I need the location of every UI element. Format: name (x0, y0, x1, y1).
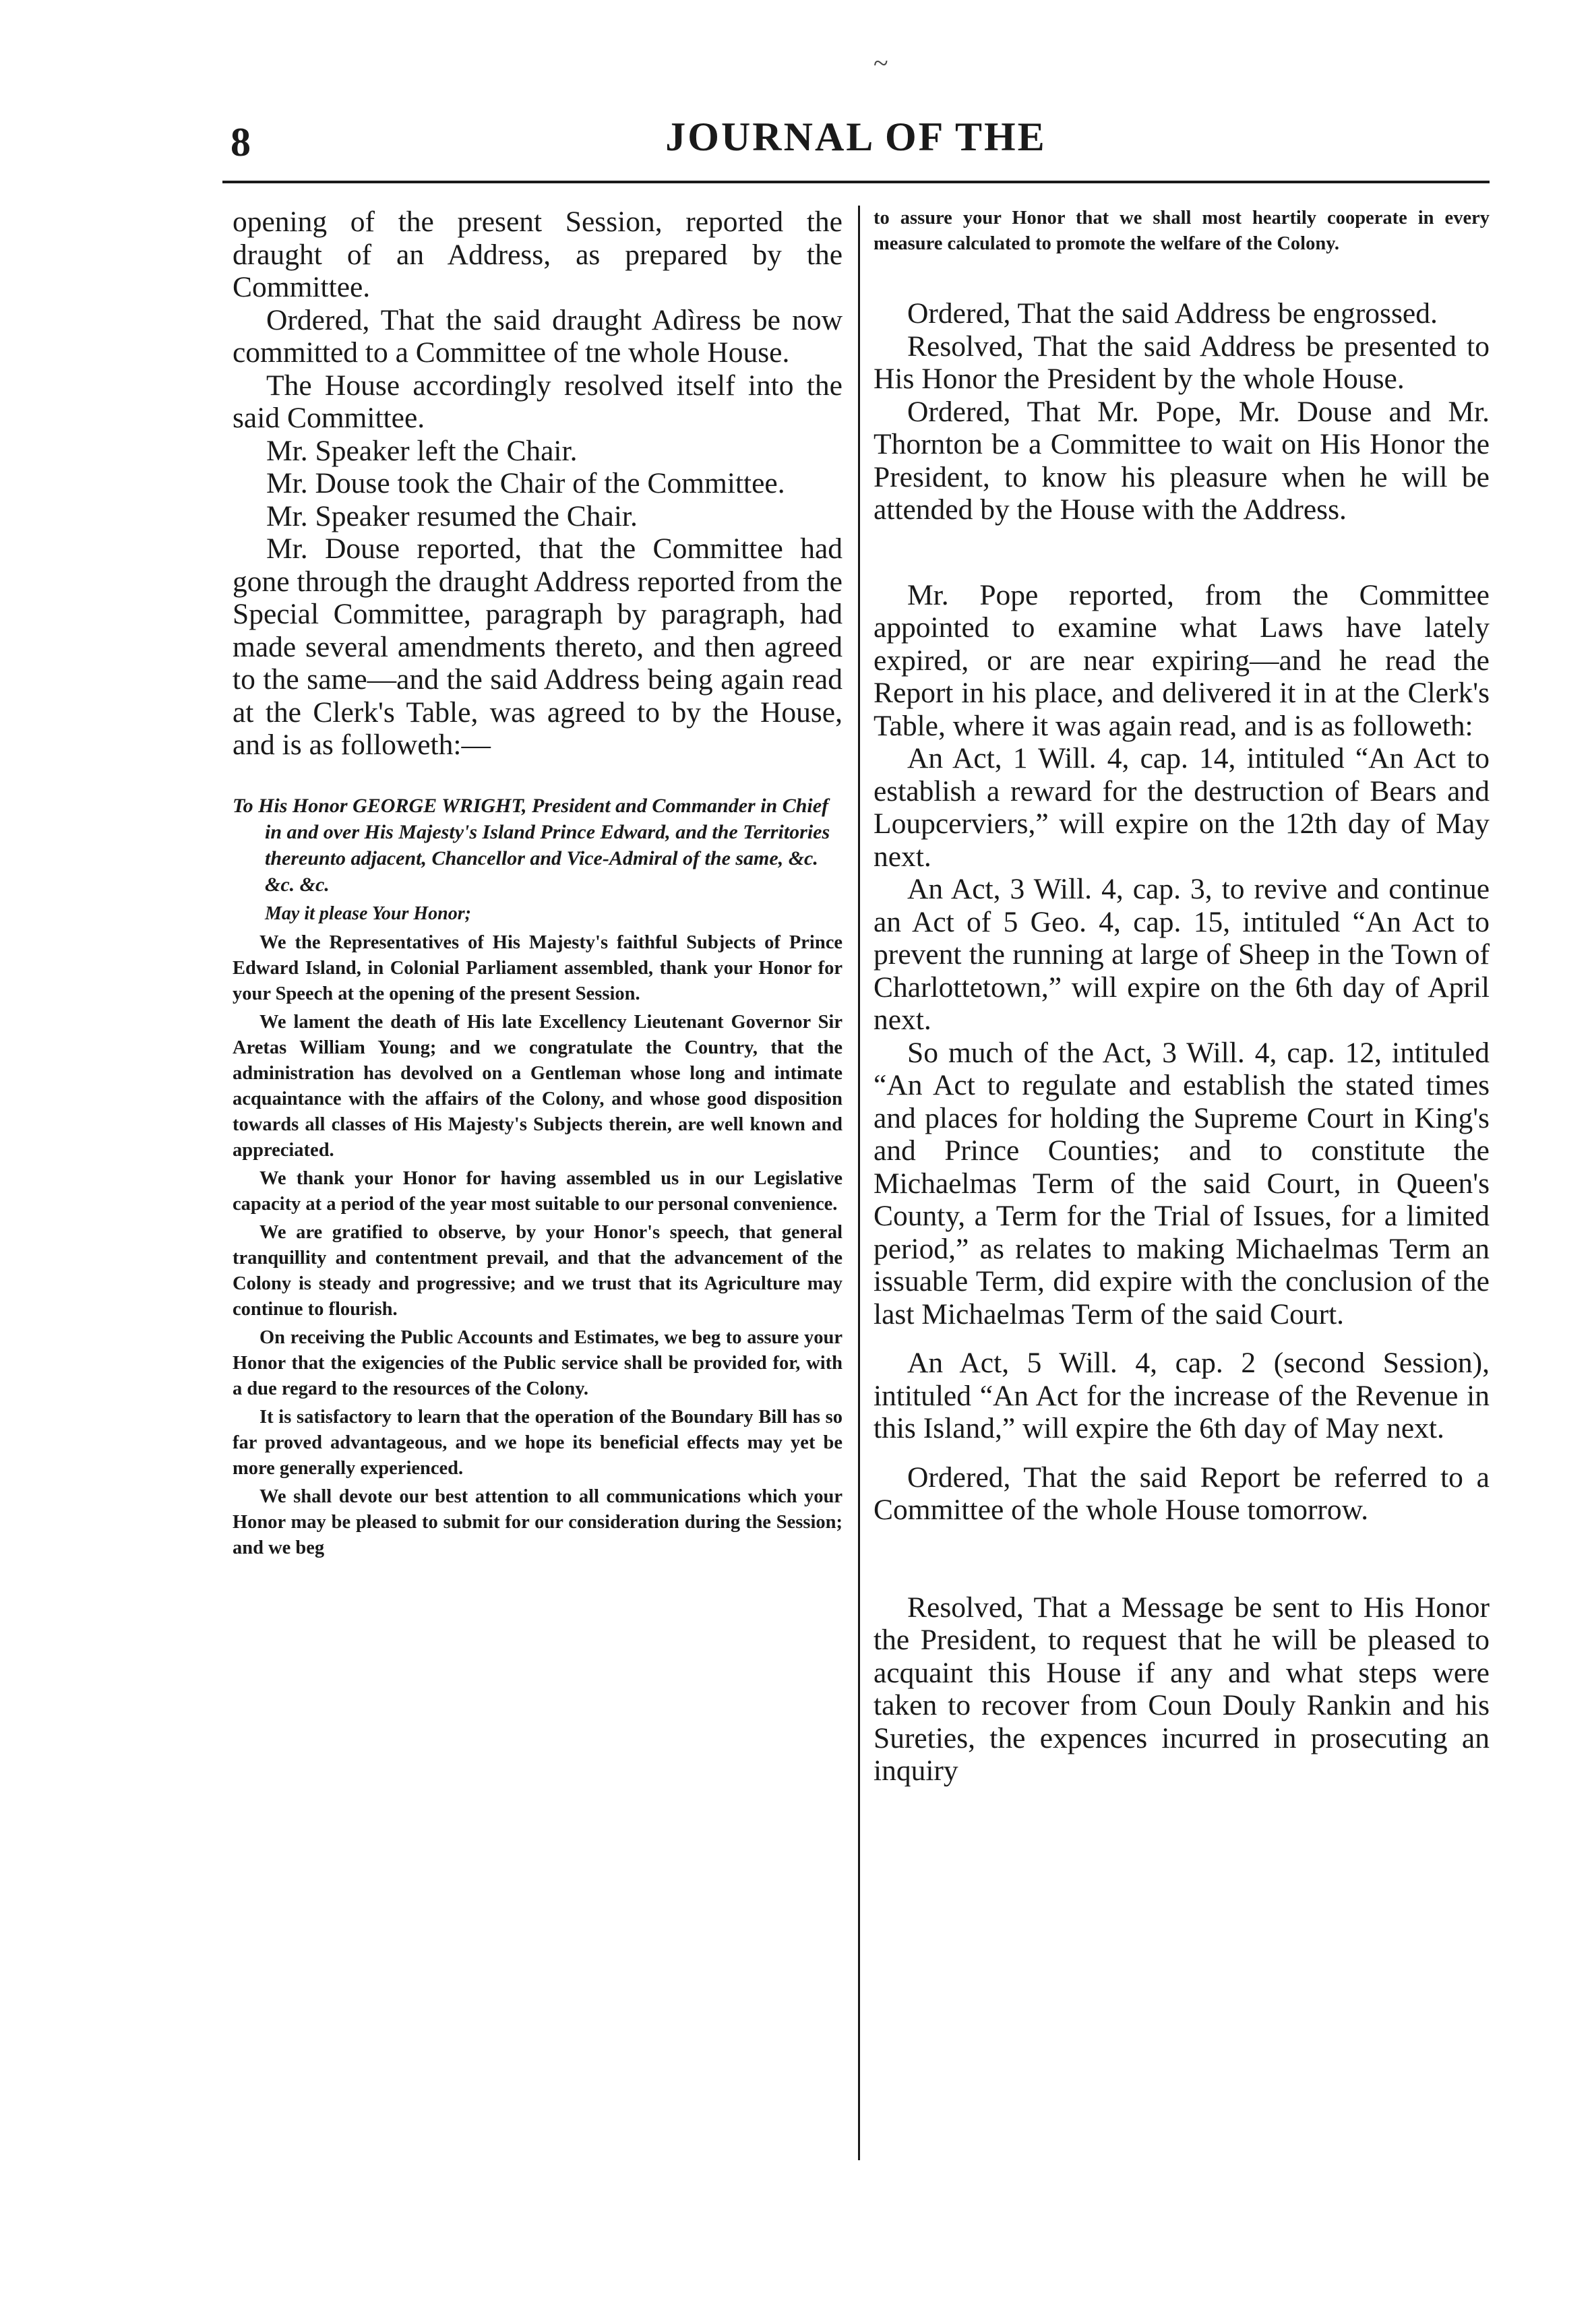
paragraph: Ordered, That the said Address be engrossed. (907, 297, 1438, 330)
address-paragraph: It is satisfactory to learn that the operation of the Boundary Bill has so far proved advantageous, and we hope its beneficial effects may yet be more generally experienced. (233, 1406, 843, 1479)
address-paragraph: We the Representatives of His Majesty's faithful Subjects of Prince Edward Island, in Colonial Parliament assembled, thank your Honor for your Speech at the opening of the present Session. (233, 931, 843, 1004)
paragraph: opening of the present Session, reported the draught of an Address, as prepared by the Committee. (233, 206, 843, 303)
paragraph: Ordered, That the said Report be referred to a Committee of the whole House tomorrow. (874, 1461, 1490, 1526)
paragraph: Mr. Speaker resumed the Chair. (266, 499, 638, 532)
address-paragraph: We shall devote our best attention to all communications which your Honor may be pleased to submit for our consideration during the Session; and we beg (233, 1486, 843, 1558)
paragraph: Ordered, That Mr. Pope, Mr. Douse and Mr. Thornton be a Committee to wait on His Honor the President, to know his pleasure when he will be attended by the House with the Address. (874, 395, 1490, 526)
paragraph: An Act, 1 Will. 4, cap. 14, intituled “An Act to establish a reward for the destruction of Bears and Loupcerviers,” will expire on the 12th day of May next. (874, 742, 1490, 873)
header-rule (222, 181, 1490, 183)
address-paragraph: We lament the death of His late Excellency Lieutenant Governor Sir Aretas William Young; and we congratulate the Country, that the administration has devolved on a Gentleman whose long and intimate acquaintance with the affairs of the Colony, and whose good disposition towards all classes of His Majesty's Subjects therein, are well known and appreciated. (233, 1011, 843, 1161)
page-header (222, 111, 1490, 172)
address-paragraph: On receiving the Public Accounts and Estimates, we beg to assure your Honor that the exigencies of the Public service shall be provided for, with a due regard to the resources of the Colony. (233, 1326, 843, 1399)
address-paragraph: We thank your Honor for having assembled us in our Legislative capacity at a period of the year most suitable to our personal convenience. (233, 1167, 843, 1215)
paragraph: Ordered, That the said draught Adìress be now committed to a Committee of tne whole House. (233, 303, 843, 369)
address-paragraph: We are gratified to observe, by your Honor's speech, that general tranquillity and contentment prevail, and that the advancement of the Colony is steady and progressive; and we trust that its Agriculture may continue to flourish. (233, 1221, 843, 1320)
paragraph: The House accordingly resolved itself into the said Committee. (233, 369, 843, 434)
paragraph: Mr. Douse reported, that the Committee had gone through the draught Address reported from the Special Committee, paragraph by paragraph, had made several amendments thereto, and then agreed to the same—and the said Address being again read at the Clerk's Table, was agreed to by the House, and is as followeth:— (233, 532, 843, 761)
paragraph: An Act, 3 Will. 4, cap. 3, to revive and continue an Act of 5 Geo. 4, cap. 15, intituled “An Act to prevent the running at large of Sheep in the Town of Charlottetown,” will expire on the 6th day of April next. (874, 873, 1490, 1036)
right-column (874, 206, 1490, 1787)
paragraph: Resolved, That the said Address be presented to His Honor the President by the whole House. (874, 330, 1490, 395)
paragraph: Mr. Douse took the Chair of the Committee. (266, 467, 785, 499)
paragraph: Mr. Speaker left the Chair. (266, 434, 578, 467)
printer-mark: ~ (874, 48, 888, 78)
paragraph: So much of the Act, 3 Will. 4, cap. 12, intituled “An Act to regulate and establish the stated times and places for holding the Supreme Court in King's and Prince Counties; and to constitute the Michaelmas Term of the said Court, in Queen's County, a Term for the Trial of Issues, for a limited period,” as relates to making Michaelmas Term an issuable Term, did expire with the conclusion of the last Michaelmas Term of the said Court. (874, 1036, 1490, 1331)
running-head: JOURNAL OF THE (665, 115, 1047, 159)
paragraph: An Act, 5 Will. 4, cap. 2 (second Session), intituled “An Act for the increase of the Revenue in this Island,” will expire the 6th day of May next. (874, 1347, 1490, 1444)
paragraph: Resolved, That a Message be sent to His Honor the President, to request that he will be pleased to acquaint this House if any and what steps were taken to recover from Coun Douly Rankin and his Sureties, the expences incurred in prosecuting an inquiry (874, 1591, 1490, 1787)
address-heading: To His Honor GEORGE WRIGHT, President and Commander in Chief in and over His Majesty's Island Prince Edward, and the Territories thereunto adjacent, Chancellor and Vice-Admiral of the same, &c. &c. &c. (233, 794, 830, 896)
address-paragraph: to assure your Honor that we shall most heartily cooperate in every measure calculated to promote the welfare of the Colony. (874, 208, 1490, 254)
page-number: 8 (231, 120, 251, 164)
left-column (233, 206, 843, 1561)
salutation: May it please Your Honor; (265, 903, 471, 924)
paragraph: Mr. Pope reported, from the Committee appointed to examine what Laws have lately expired, or are near expiring—and he read the Report in his place, and delivered it in at the Clerk's Table, where it was again read, and is as followeth: (874, 578, 1490, 742)
column-divider (858, 206, 860, 2160)
